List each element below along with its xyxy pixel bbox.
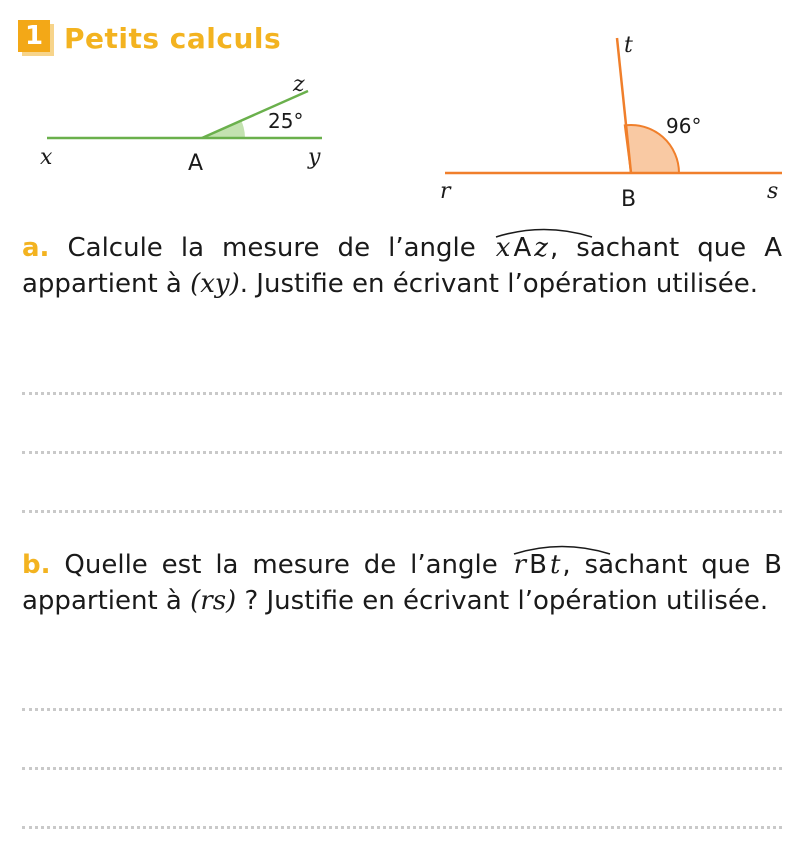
answer-line-a3[interactable] bbox=[22, 510, 782, 513]
ray-bt bbox=[617, 38, 631, 173]
label-x: x bbox=[40, 145, 53, 170]
figures bbox=[0, 0, 803, 225]
question-b-letter: b. bbox=[22, 550, 51, 580]
answer-line-b3[interactable] bbox=[22, 826, 782, 829]
question-a-text-before: Calcule la mesure de l’angle bbox=[67, 233, 476, 263]
answer-line-b2[interactable] bbox=[22, 767, 782, 770]
question-a-text-end: . Justifie en écrivant l’opération utilisée. bbox=[239, 269, 758, 299]
answer-line-a1[interactable] bbox=[22, 392, 782, 395]
question-b-text-end: ? Justifie en écrivant l’opération utilisée. bbox=[236, 586, 769, 616]
line-xy-notation: (xy) bbox=[190, 269, 240, 299]
answer-line-a2[interactable] bbox=[22, 451, 782, 454]
question-a bbox=[22, 230, 782, 302]
question-a-text-after: , sachant que A appartient à bbox=[22, 233, 783, 299]
question-a-letter: a. bbox=[22, 233, 50, 263]
label-y: y bbox=[308, 145, 321, 170]
question-b-text-after: , sachant que B appartient à bbox=[22, 550, 783, 616]
exercise-number: 1 bbox=[18, 20, 50, 52]
angle-label-25: 25° bbox=[268, 109, 304, 133]
question-b bbox=[22, 547, 782, 619]
label-t: t bbox=[624, 33, 633, 58]
angle-label-96: 96° bbox=[666, 114, 702, 138]
line-rs-notation: (rs) bbox=[190, 586, 237, 616]
label-s: s bbox=[767, 179, 779, 204]
figure-b bbox=[440, 33, 782, 212]
angle-rbt: r B t bbox=[512, 547, 563, 583]
exercise-title: Petits calculs bbox=[64, 21, 282, 55]
answer-line-b1[interactable] bbox=[22, 708, 782, 711]
label-b: B bbox=[621, 187, 637, 212]
label-a: A bbox=[188, 151, 204, 176]
question-b-text-before: Quelle est la mesure de l’angle bbox=[64, 550, 498, 580]
label-z: z bbox=[293, 72, 305, 97]
angle-xaz: x A z bbox=[494, 230, 550, 266]
figure-a bbox=[40, 72, 322, 176]
label-r: r bbox=[440, 179, 451, 204]
